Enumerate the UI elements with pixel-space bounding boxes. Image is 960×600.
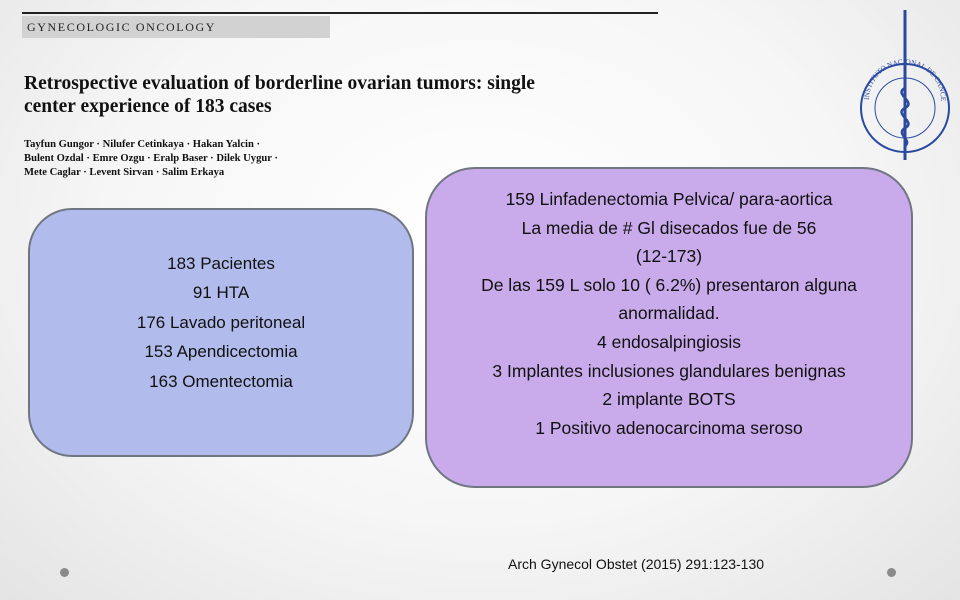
right-box-line: De las 159 L solo 10 ( 6.2%) presentaron alguna — [481, 274, 857, 295]
citation: Arch Gynecol Obstet (2015) 291:123-130 — [508, 556, 765, 572]
right-box-line: 2 implante BOTS — [602, 389, 736, 410]
right-box-line: 159 Linfadenectomia Pelvica/ para-aortica — [505, 189, 833, 209]
left-box-line: 163 Omentectomia — [149, 371, 293, 391]
right-box-line: 1 Positivo adenocarcinoma seroso — [535, 417, 803, 438]
left-box-line: 176 Lavado peritoneal — [136, 312, 306, 332]
title-line-1: Retrospective evaluation of borderline ovarian tumors: single — [24, 73, 535, 94]
journal-section-label: GYNECOLOGIC ONCOLOGY — [27, 20, 216, 34]
right-box-line: anormalidad. — [618, 303, 720, 324]
journal-section-box — [22, 16, 330, 38]
instituto-nacional-cancerologia-logo-icon — [855, 8, 955, 168]
decorative-dot — [60, 568, 69, 577]
decorative-dot — [887, 568, 896, 577]
logo-text: INSTITUTO NACIONAL DE CANCE — [862, 57, 948, 102]
author-line-3: Mete Caglar · Levent Sirvan · Salim Erkaya — [24, 167, 225, 178]
lymphadenectomy-findings-box — [425, 167, 913, 488]
right-box-line: 3 Implantes inclusiones glandulares benignas — [492, 360, 846, 381]
left-box-line: 183 Pacientes — [167, 253, 275, 273]
author-line-2: Bulent Ozdal · Emre Ozgu · Eralp Baser · Dilek Uygur · — [24, 153, 278, 164]
surgical-procedures-box — [28, 208, 414, 457]
journal-header — [22, 12, 658, 38]
right-box-line: (12-173) — [635, 246, 703, 267]
paper-title — [24, 72, 604, 118]
left-box-line: 91 HTA — [192, 283, 250, 303]
right-box-line: La media de # Gl disecados fue de 56 — [521, 217, 817, 238]
author-line-1: Tayfun Gungor · Nilufer Cetinkaya · Hakan Yalcin · — [24, 139, 261, 150]
title-line-2: center experience of 183 cases — [24, 96, 272, 117]
left-box-line: 153 Apendicectomia — [144, 342, 298, 362]
author-list — [24, 138, 404, 180]
institution-logo — [855, 8, 955, 168]
header-rule — [22, 12, 658, 14]
right-box-line: 4 endosalpingiosis — [597, 331, 741, 352]
